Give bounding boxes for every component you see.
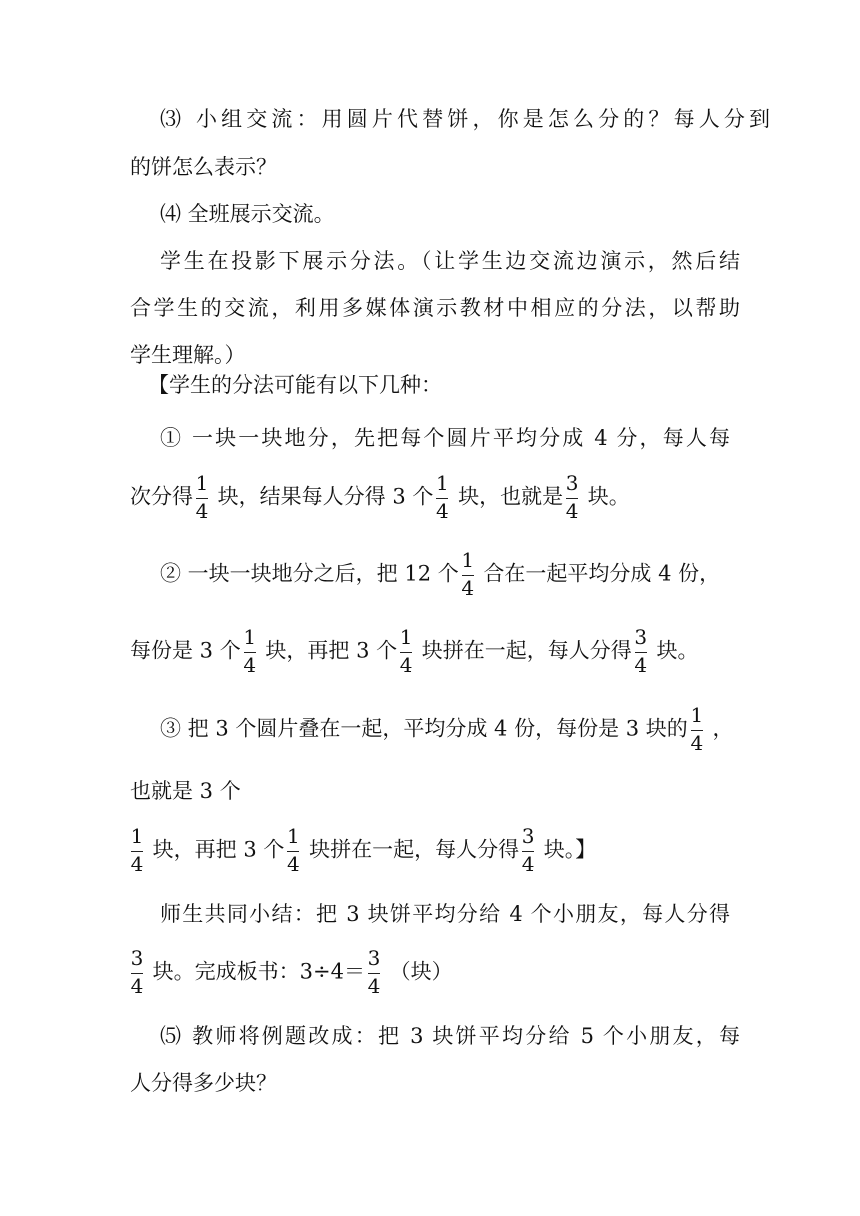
fraction-denominator: 4 xyxy=(130,852,144,876)
fraction-denominator: 4 xyxy=(461,576,475,600)
fraction-denominator: 4 xyxy=(195,499,209,523)
method-2-line-2 xyxy=(130,624,740,680)
fraction-three-quarters xyxy=(130,945,144,1001)
fraction-denominator: 4 xyxy=(130,974,144,998)
fraction-one-quarter xyxy=(195,470,209,526)
fraction-denominator: 4 xyxy=(565,499,579,523)
paragraph-show-line-3: 学生理解。） xyxy=(130,343,246,367)
method-2-text-e: 块拼在一起，每人分得 xyxy=(415,638,632,663)
fraction-numerator: 1 xyxy=(436,471,449,495)
fraction-numerator: 1 xyxy=(287,824,300,848)
method-2-text-d: 块，再把 3 个 xyxy=(258,638,398,663)
fraction-denominator: 4 xyxy=(521,852,535,876)
method-3-line-3 xyxy=(130,823,740,879)
method-1-text-a: 次分得 xyxy=(130,484,193,509)
fraction-one-quarter xyxy=(130,823,144,879)
fraction-denominator: 4 xyxy=(436,499,449,523)
method-3-line-1 xyxy=(160,702,770,758)
fraction-one-quarter xyxy=(690,702,704,758)
method-1-line-1: ① 一块一块地分，先把每个圆片平均分成 4 分，每人每 xyxy=(160,426,730,450)
fraction-numerator: 3 xyxy=(367,946,381,970)
paragraph-3-line-1: ⑶ 小组交流：用圆片代替饼，你是怎么分的？每人分到 xyxy=(160,107,770,131)
fraction-numerator: 1 xyxy=(399,625,413,649)
fraction-numerator: 3 xyxy=(521,824,535,848)
fraction-numerator: 3 xyxy=(565,471,579,495)
fraction-one-quarter xyxy=(399,624,413,680)
method-3-text-f: 块。】 xyxy=(537,837,597,862)
method-3-text-a: ③ 把 3 个圆片叠在一起，平均分成 4 份，每份是 3 块的 xyxy=(160,716,688,741)
fraction-numerator: 1 xyxy=(461,548,475,572)
fraction-denominator: 4 xyxy=(367,974,381,998)
fraction-three-quarters xyxy=(521,823,535,879)
fraction-one-quarter xyxy=(286,823,300,879)
summary-text-a: 块。完成板书：3÷4＝ xyxy=(146,959,365,984)
method-1-line-2 xyxy=(130,470,740,526)
paragraph-show-line-2: 合学生的交流，利用多媒体演示教材中相应的分法，以帮助 xyxy=(130,296,740,320)
method-3-text-b: ， xyxy=(705,716,734,741)
method-3-text-e: 块拼在一起，每人分得 xyxy=(302,837,520,862)
method-3-line-2: 也就是 3 个 xyxy=(130,779,241,803)
method-3-text-d: 块，再把 3 个 xyxy=(146,837,285,862)
methods-intro: 【学生的分法可能有以下几种： xyxy=(148,373,442,397)
method-2-text-b: 合在一起平均分成 4 份， xyxy=(476,561,721,586)
fraction-three-quarters xyxy=(367,945,381,1001)
fraction-numerator: 1 xyxy=(690,703,704,727)
fraction-three-quarters xyxy=(634,624,648,680)
fraction-one-quarter xyxy=(435,470,449,526)
method-2-line-1 xyxy=(160,547,770,603)
fraction-denominator: 4 xyxy=(399,653,413,677)
paragraph-5-line-2: 人分得多少块？ xyxy=(130,1071,277,1095)
method-1-text-c: 块，也就是 xyxy=(451,484,564,509)
fraction-one-quarter xyxy=(243,624,257,680)
fraction-three-quarters xyxy=(565,470,579,526)
summary-line-1: 师生共同小结：把 3 块饼平均分给 4 个小朋友，每人分得 xyxy=(160,902,730,926)
paragraph-5-line-1: ⑸ 教师将例题改成：把 3 块饼平均分给 5 个小朋友，每 xyxy=(160,1024,740,1048)
fraction-numerator: 1 xyxy=(243,625,257,649)
fraction-denominator: 4 xyxy=(690,731,704,755)
summary-text-b: （块） xyxy=(383,959,453,984)
method-1-text-d: 块。 xyxy=(581,484,630,509)
paragraph-show-line-1: 学生在投影下展示分法。（让学生边交流边演示，然后结 xyxy=(160,249,740,273)
fraction-numerator: 1 xyxy=(195,471,209,495)
method-2-text-a: ② 一块一块地分之后，把 12 个 xyxy=(160,561,459,586)
method-1-text-b: 块，结果每人分得 3 个 xyxy=(211,484,434,509)
paragraph-4: ⑷ 全班展示交流。 xyxy=(160,202,335,226)
fraction-denominator: 4 xyxy=(287,852,300,876)
fraction-numerator: 1 xyxy=(130,824,144,848)
method-2-text-c: 每份是 3 个 xyxy=(130,638,241,663)
fraction-numerator: 3 xyxy=(130,946,144,970)
fraction-one-quarter xyxy=(461,547,475,603)
paragraph-3-line-2: 的饼怎么表示？ xyxy=(130,155,277,179)
fraction-numerator: 3 xyxy=(634,625,648,649)
fraction-denominator: 4 xyxy=(634,653,648,677)
summary-line-2 xyxy=(130,945,740,1001)
fraction-denominator: 4 xyxy=(243,653,257,677)
method-2-text-f: 块。 xyxy=(649,638,699,663)
